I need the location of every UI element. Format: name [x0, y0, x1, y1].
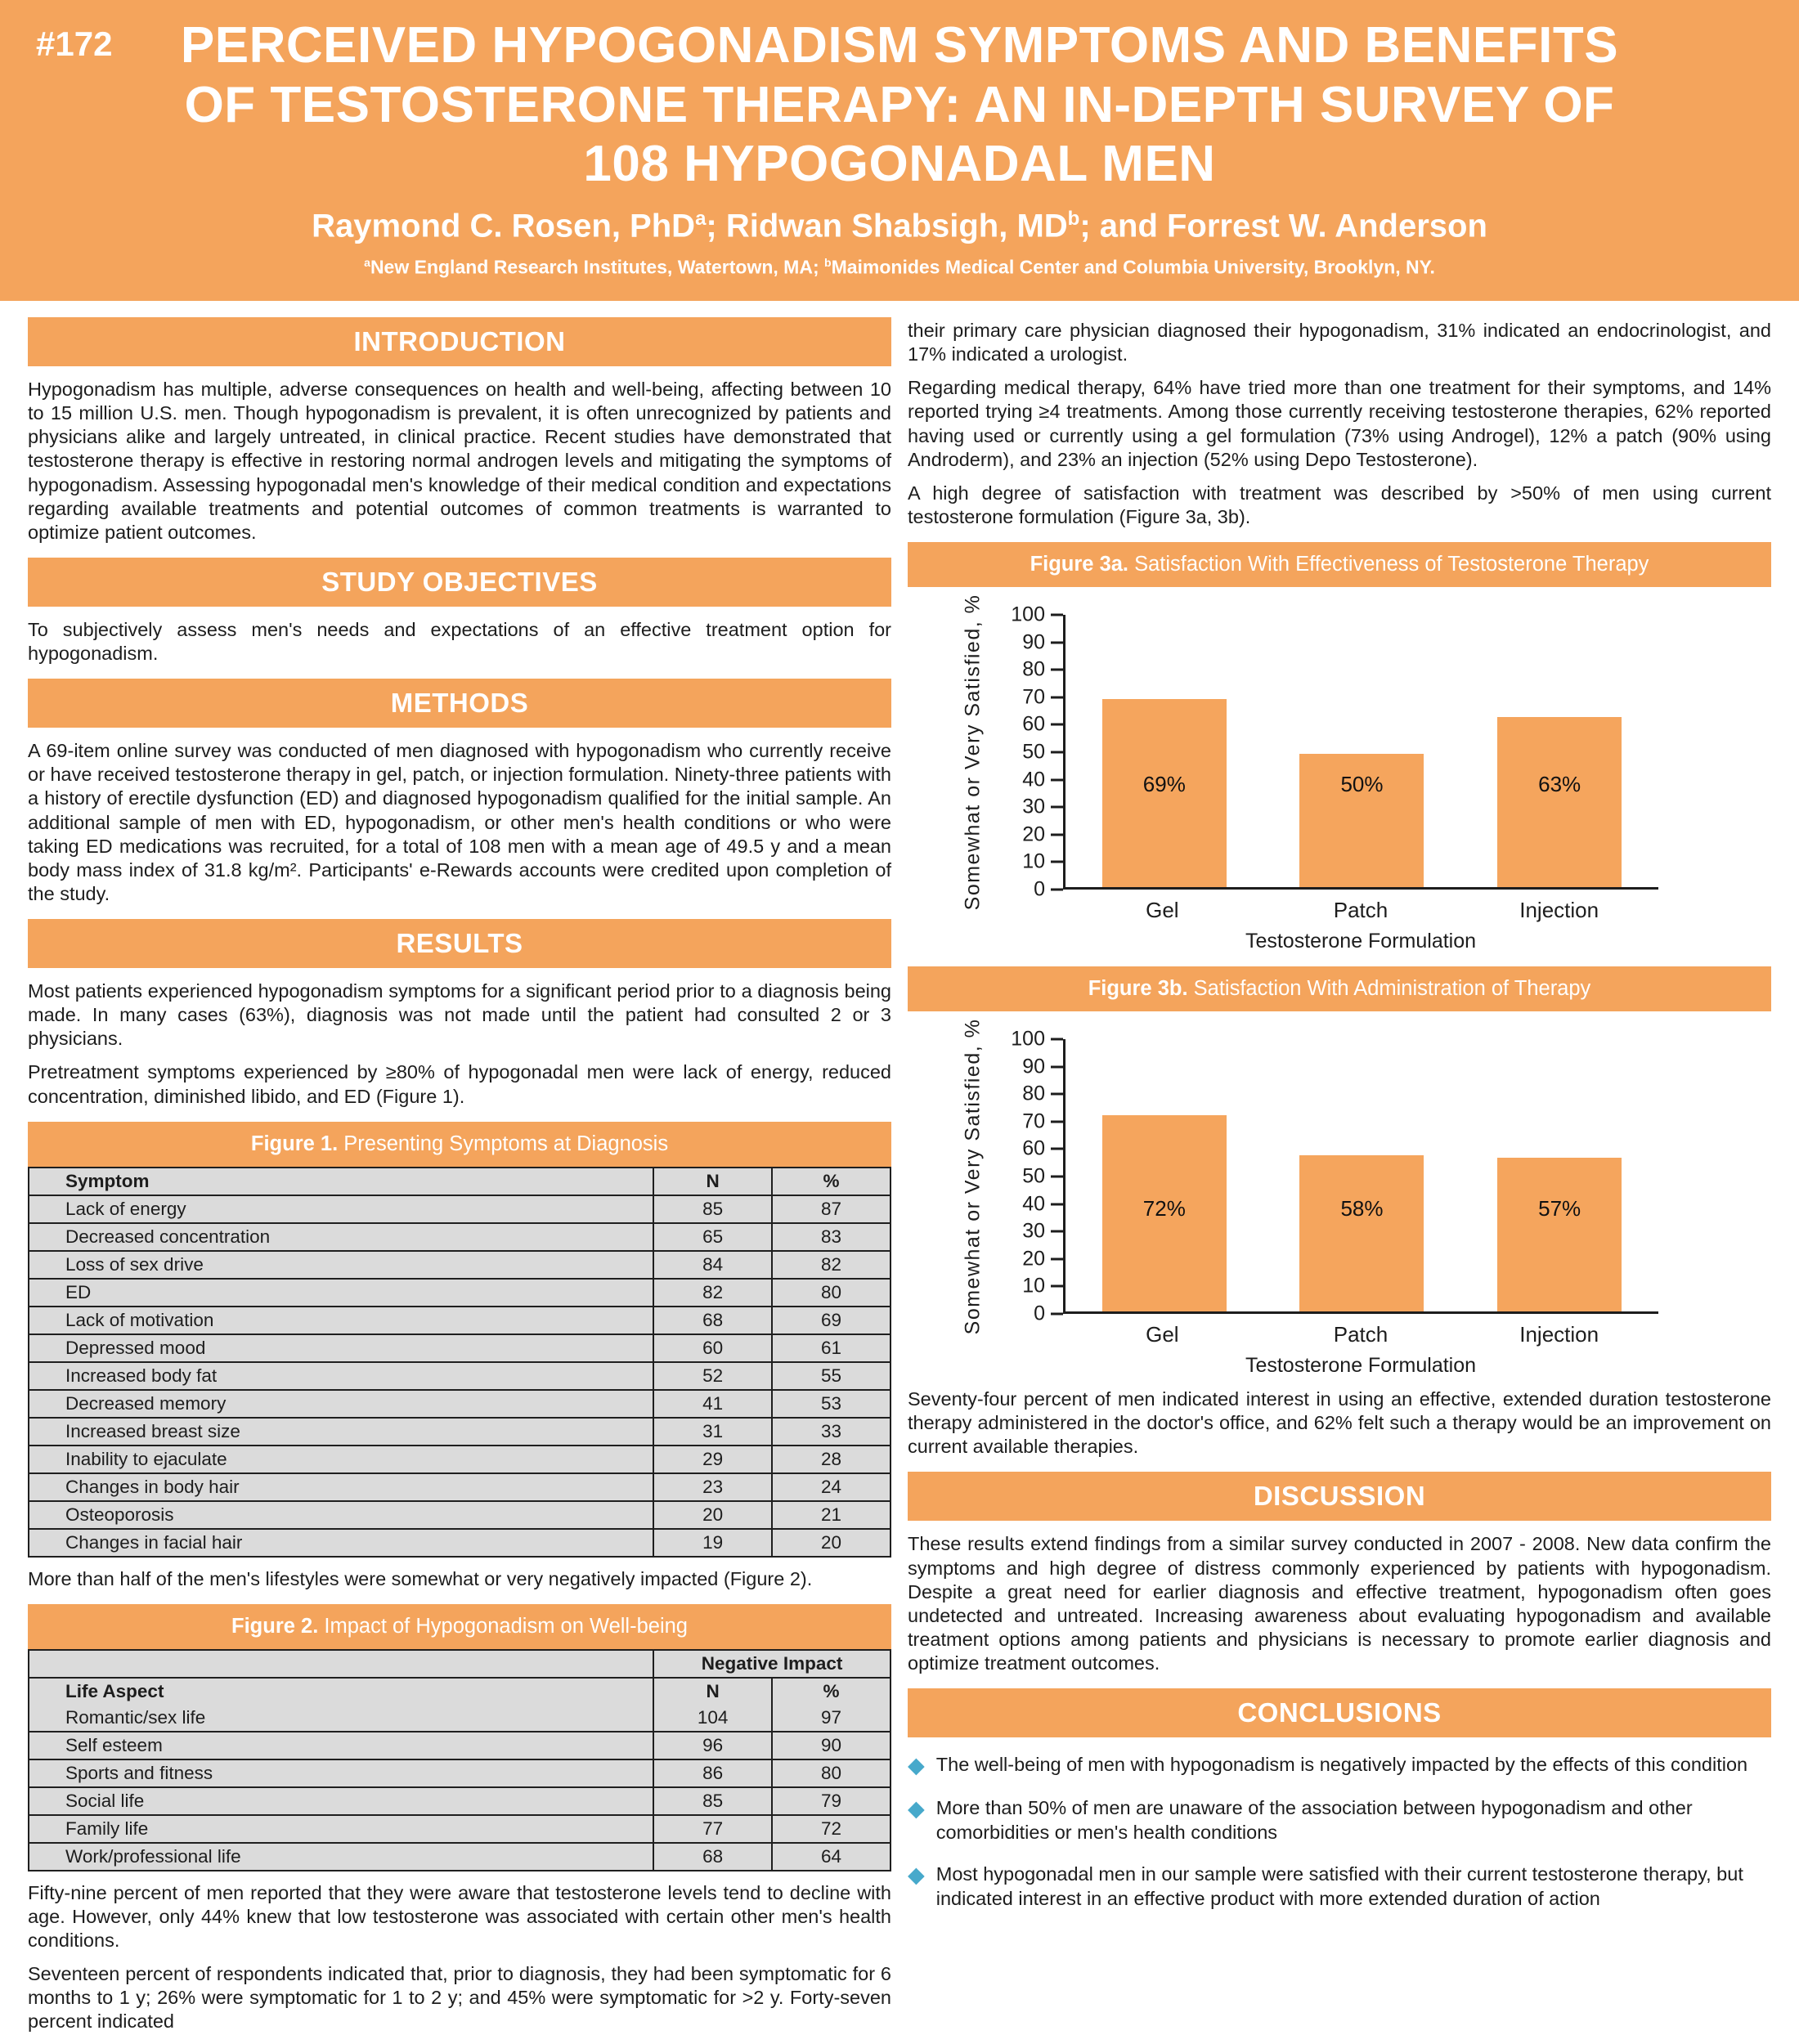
table-header-cell: N: [653, 1678, 772, 1705]
figure2-title-label: Figure 2.: [231, 1614, 319, 1638]
section-heading-results: RESULTS: [28, 919, 891, 968]
authors-line: Raymond C. Rosen, PhD$^a$; Ridwan Shabsigh, $MD^b$; and Forrest W. Anderson: [312, 207, 1487, 244]
table-row: [29, 1334, 891, 1362]
y-tick-mark: [1051, 1285, 1063, 1288]
table-cell: [29, 1650, 653, 1678]
table-cell: Changes in facial hair: [29, 1529, 653, 1557]
y-tick-mark: [1051, 1093, 1063, 1096]
y-tick-label: 0: [1034, 877, 1045, 901]
y-tick-label: 30: [1022, 795, 1045, 818]
table-header-row: [29, 1168, 891, 1195]
bar-slot: [1065, 615, 1263, 887]
poster-body: [0, 301, 1799, 2044]
table-cell: Loss of sex drive: [29, 1251, 653, 1279]
bar-value-label: 58%: [1340, 1196, 1384, 1221]
table-cell: 55: [772, 1362, 891, 1390]
y-tick-label: 70: [1022, 685, 1045, 709]
table-cell: 80: [772, 1759, 891, 1787]
y-axis-tick: [1022, 850, 1063, 874]
figure3a-x-axis-title: Testosterone Formulation: [1245, 930, 1477, 953]
column-left: [28, 314, 891, 2044]
y-tick-label: 40: [1022, 768, 1045, 791]
after-figure1-paragraph: More than half of the men's lifestyles were somewhat or very negatively impacted (Figure 2).: [28, 1567, 813, 1589]
section-heading-discussion: DISCUSSION: [908, 1472, 1771, 1521]
after-figure2-paragraph-1: Fifty-nine percent of men reported that they were aware that testosterone levels tend to decline with age. However, only 44% knew that low testosterone was associated with certain other men's health conditions.: [28, 1881, 891, 1951]
table-header-cell: Symptom: [29, 1168, 653, 1195]
table-cell: 64: [772, 1843, 891, 1871]
table-cell: 31: [653, 1418, 772, 1446]
table-cell: Decreased concentration: [29, 1223, 653, 1251]
bar-slot: [1065, 1039, 1263, 1311]
table-row: [29, 1843, 891, 1871]
table-cell: Changes in body hair: [29, 1473, 653, 1501]
poster-title-line-3: 108 HYPOGONADAL MEN: [583, 136, 1216, 193]
figure1-title-bar: [28, 1122, 891, 1167]
y-axis-tick: [1022, 658, 1063, 682]
table-cell: 79: [772, 1787, 891, 1815]
y-tick-mark: [1051, 861, 1063, 863]
x-tick-label: Patch: [1333, 898, 1389, 922]
bar-slot: [1263, 615, 1461, 887]
table-cell: Increased body fat: [29, 1362, 653, 1390]
diamond-bullet-icon: ◆: [908, 1795, 925, 1821]
table-cell: 28: [772, 1446, 891, 1473]
y-axis-tick: [1022, 630, 1063, 654]
y-axis-tick: [1022, 713, 1063, 737]
table-row: [29, 1732, 891, 1759]
table-cell: Osteoporosis: [29, 1501, 653, 1529]
bar-value-label: 57%: [1538, 1196, 1581, 1221]
y-tick-mark: [1051, 1257, 1063, 1260]
table-cell: 84: [653, 1251, 772, 1279]
table-cell: 20: [653, 1501, 772, 1529]
y-tick-mark: [1051, 614, 1063, 616]
figure3a-title-text: Satisfaction With Effectiveness of Testosterone Therapy: [1128, 553, 1649, 576]
y-tick-label: 40: [1022, 1192, 1045, 1216]
table-cell: 29: [653, 1446, 772, 1473]
poster-title-line-2: OF TESTOSTERONE THERAPY: AN IN-DEPTH SURVEY OF: [184, 76, 1615, 133]
figure2-title-text: Impact of Hypogonadism on Well-being: [318, 1614, 688, 1638]
study-objectives-paragraph: To subjectively assess men's needs and expectations of an effective treatment option for hypogonadism.: [28, 618, 891, 664]
y-tick-mark: [1051, 778, 1063, 781]
bar-injection: [1497, 717, 1622, 887]
bar-slot: [1460, 615, 1658, 887]
table-cell: 90: [772, 1732, 891, 1759]
table-row: [29, 1446, 891, 1473]
right-paragraph-3: A high degree of satisfaction with treatment was described by >50% of men using current testosterone formulation (Figure 3a, 3b).: [908, 482, 1771, 527]
table-cell: 23: [653, 1473, 772, 1501]
figure3b-x-tick-labels: [1063, 1322, 1658, 1347]
diamond-bullet-icon: ◆: [908, 1862, 925, 1887]
figure1-title-label: Figure 1.: [250, 1132, 339, 1155]
table-cell: 21: [772, 1501, 891, 1529]
y-axis-tick: [1022, 768, 1063, 791]
figure3b-y-axis-title: Somewhat or Very Satisfied, %: [961, 1018, 985, 1335]
x-tick-label: Patch: [1333, 1322, 1389, 1347]
figure2-title-bar: [28, 1604, 891, 1649]
y-tick-mark: [1051, 1230, 1063, 1233]
y-tick-label: 90: [1022, 1055, 1045, 1078]
figure3b-x-axis-title: Testosterone Formulation: [1245, 1354, 1477, 1377]
methods-paragraph: A 69-item online survey was conducted of men diagnosed with hypogonadism who currently receive or have received testosterone therapy in gel, patch, or injection formulation. Ninety-three patients with a history of erectile dysfunction (ED) and diagnosed hypogonadism qualified for the initial sample. An additional sample of men with ED, hypogonadism, or other men's health conditions or who were taking ED medications was recruited, for a total of 108 men with a mean age of 49.5 y and a mean body mass index of 31.8 kg/m². Participants' e-Rewards accounts were credited upon completion of the study.: [28, 740, 891, 904]
table-cell: Sports and fitness: [29, 1759, 653, 1787]
affiliations-line: $^a$New England Research Institutes, Watertown, MA; $^b$Maimonides Medical Center and Columbia University, Brooklyn, NY.: [364, 255, 1435, 278]
table-row: [29, 1759, 891, 1787]
y-tick-label: 60: [1022, 1136, 1045, 1160]
x-tick-label: Gel: [1146, 1322, 1179, 1347]
y-axis-tick: [1022, 823, 1063, 846]
y-tick-mark: [1051, 1065, 1063, 1068]
table-header-cell: Life Aspect: [29, 1678, 653, 1705]
y-tick-mark: [1051, 696, 1063, 698]
y-tick-label: 100: [1011, 603, 1045, 626]
y-axis-tick: [1022, 1192, 1063, 1216]
bar-injection: [1497, 1158, 1622, 1311]
y-axis-tick: [1022, 1247, 1063, 1271]
bar-slot: [1263, 1039, 1461, 1311]
table-row: [29, 1529, 891, 1557]
y-tick-label: 20: [1022, 823, 1045, 846]
table-row: [29, 1705, 891, 1732]
figure3a-chart: [908, 542, 1771, 953]
figure3a-x-tick-labels: [1063, 898, 1658, 923]
table-cell: 82: [653, 1279, 772, 1307]
y-tick-label: 10: [1022, 849, 1045, 873]
table-row: [29, 1362, 891, 1390]
table-cell: 72: [772, 1815, 891, 1843]
figure3b-title-bar: [908, 966, 1771, 1011]
right-paragraph-2: Regarding medical therapy, 64% have tried more than one treatment for their symptoms, and 14% reported trying ≥4 treatments. Among those currently receiving testosterone therapies, 62% reported having used or currently using a gel formulation (73% using Androgel), 12% a patch (90% using Androderm), and 23% an injection (52% using Depo Testosterone).: [908, 377, 1771, 470]
y-tick-mark: [1051, 1120, 1063, 1123]
table-cell: 68: [653, 1307, 772, 1334]
figure3a-y-axis-title: Somewhat or Very Satisfied, %: [961, 594, 985, 911]
table-row: [29, 1787, 891, 1815]
diamond-bullet-icon: ◆: [908, 1753, 925, 1778]
table-row: [29, 1307, 891, 1334]
y-tick-mark: [1051, 1176, 1063, 1178]
conclusion-item: [908, 1862, 1771, 1912]
bar-patch: [1299, 1155, 1424, 1311]
y-axis-tick: [1022, 1220, 1063, 1244]
table-cell: 41: [653, 1390, 772, 1418]
y-tick-mark: [1051, 641, 1063, 643]
y-tick-mark: [1051, 724, 1063, 726]
table-cell: Inability to ejaculate: [29, 1446, 653, 1473]
table-cell: 82: [772, 1251, 891, 1279]
y-axis-tick: [1022, 741, 1063, 764]
figure2-table: [28, 1649, 891, 1871]
table-cell: 85: [653, 1195, 772, 1223]
poster-title: [0, 0, 1799, 195]
y-axis-tick: [1022, 1137, 1063, 1161]
table-cell: Depressed mood: [29, 1334, 653, 1362]
table-row: [29, 1223, 891, 1251]
table-cell: 104: [653, 1705, 772, 1732]
y-axis-tick: [1034, 878, 1063, 902]
y-tick-label: 60: [1022, 712, 1045, 736]
y-axis-tick: [1022, 1055, 1063, 1078]
table-row: [29, 1501, 891, 1529]
figure3a-bars: [1063, 615, 1658, 890]
table-cell: Work/professional life: [29, 1843, 653, 1871]
table-row: [29, 1195, 891, 1223]
table-cell: 19: [653, 1529, 772, 1557]
y-tick-mark: [1051, 1313, 1063, 1316]
poster-number: #172: [36, 25, 113, 63]
section-heading-methods: METHODS: [28, 679, 891, 728]
table-cell: 69: [772, 1307, 891, 1334]
y-tick-mark: [1051, 669, 1063, 671]
table-row: [29, 1418, 891, 1446]
figure3b-title-label: Figure 3b.: [1088, 977, 1188, 1000]
y-axis-tick: [1022, 796, 1063, 819]
table-cell: 85: [653, 1787, 772, 1815]
y-tick-label: 20: [1022, 1247, 1045, 1271]
table-group-header-row: [29, 1650, 891, 1678]
figure3b-y-axis: [993, 1027, 1063, 1325]
y-axis-tick: [1011, 1028, 1063, 1051]
section-heading-introduction: INTRODUCTION: [28, 317, 891, 366]
table-cell: 96: [653, 1732, 772, 1759]
figure1-title-text: Presenting Symptoms at Diagnosis: [338, 1132, 669, 1155]
table-row: [29, 1815, 891, 1843]
table-cell: 80: [772, 1279, 891, 1307]
table-cell: Lack of motivation: [29, 1307, 653, 1334]
table-cell: 52: [653, 1362, 772, 1390]
table-header-cell: N: [653, 1168, 772, 1195]
table-cell: Lack of energy: [29, 1195, 653, 1223]
y-tick-mark: [1051, 751, 1063, 754]
bar-value-label: 72%: [1142, 1196, 1186, 1221]
right-paragraph-1: their primary care physician diagnosed their hypogonadism, 31% indicated an endocrinologist, and 17% indicated a urologist.: [908, 320, 1771, 365]
y-tick-label: 50: [1022, 1164, 1045, 1188]
table-cell: 97: [772, 1705, 891, 1732]
after-figure2-paragraph-2: Seventeen percent of respondents indicated that, prior to diagnosis, they had been symptomatic for 6 months to 1 y; 26% were symptomatic for 1 to 2 y; and 45% were symptomatic for >2 y. Forty-seven percent indicated: [28, 1963, 891, 2033]
table-cell: 20: [772, 1529, 891, 1557]
bar-value-label: 69%: [1142, 772, 1186, 797]
x-tick-label: Injection: [1519, 898, 1599, 922]
table-cell: 33: [772, 1418, 891, 1446]
figure3b-bars: [1063, 1039, 1658, 1314]
table-group-header-cell: Negative Impact: [653, 1650, 891, 1678]
table-row: [29, 1390, 891, 1418]
table-cell: 60: [653, 1334, 772, 1362]
x-tick-label: Gel: [1146, 898, 1179, 922]
x-tick-label: Injection: [1519, 1322, 1599, 1347]
y-axis-tick: [1022, 1165, 1063, 1189]
bar-value-label: 50%: [1340, 772, 1384, 797]
y-tick-label: 90: [1022, 630, 1045, 654]
figure3a-y-axis: [993, 603, 1063, 901]
y-axis-tick: [1034, 1302, 1063, 1326]
figure3a-title-bar: [908, 542, 1771, 587]
table-header-row: [29, 1678, 891, 1705]
conclusions-list: [908, 1752, 1771, 1912]
conclusion-text: More than 50% of men are unaware of the association between hypogonadism and other comorbidities or men's health conditions: [935, 1796, 1693, 1844]
y-tick-label: 0: [1034, 1302, 1045, 1325]
table-header-cell: %: [772, 1168, 891, 1195]
y-tick-mark: [1051, 1148, 1063, 1150]
bar-slot: [1460, 1039, 1658, 1311]
after-figure3b-paragraph: Seventy-four percent of men indicated interest in using an effective, extended duration testosterone therapy administered in the doctor's office, and 62% felt such a therapy would be an improvement on current available therapies.: [908, 1388, 1771, 1458]
y-axis-tick: [1022, 685, 1063, 709]
table-cell: 24: [772, 1473, 891, 1501]
table-cell: 86: [653, 1759, 772, 1787]
table-cell: 65: [653, 1223, 772, 1251]
y-tick-label: 50: [1022, 740, 1045, 764]
table-cell: Social life: [29, 1787, 653, 1815]
table-row: [29, 1251, 891, 1279]
table-row: [29, 1473, 891, 1501]
table-cell: 87: [772, 1195, 891, 1223]
conclusion-item: [908, 1752, 1771, 1778]
figure1-table: [28, 1167, 891, 1558]
y-tick-label: 10: [1022, 1274, 1045, 1298]
figure3a-title-label: Figure 3a.: [1030, 553, 1129, 576]
table-cell: 61: [772, 1334, 891, 1362]
y-tick-label: 30: [1022, 1219, 1045, 1243]
table-cell: ED: [29, 1279, 653, 1307]
y-tick-mark: [1051, 889, 1063, 891]
poster-title-line-1: PERCEIVED HYPOGONADISM SYMPTOMS AND BENEFITS: [180, 17, 1619, 74]
y-tick-label: 80: [1022, 1082, 1045, 1105]
figure3b-chart: [908, 966, 1771, 1378]
introduction-paragraph: Hypogonadism has multiple, adverse consequences on health and well-being, affecting between 10 to 15 million U.S. men. Though hypogonadism is prevalent, it is often unrecognized by patients and physicians alike and largely untreated, in clinical practice. Recent studies have demonstrated that testosterone therapy is effective in restoring normal androgen levels and mitigating the symptoms of hypogonadism. Assessing hypogonadal men's knowledge of their medical condition and expectations regarding available treatments and potential outcomes of common treatments is warranted to optimize patient outcomes.: [28, 379, 891, 543]
conclusion-text: The well-being of men with hypogonadism is negatively impacted by the effects of this condition: [935, 1754, 1748, 1776]
section-heading-conclusions: CONCLUSIONS: [908, 1688, 1771, 1737]
y-axis-tick: [1022, 1083, 1063, 1106]
discussion-paragraph: These results extend findings from a similar survey conducted in 2007 - 2008. New data confirm the symptoms and high degree of distress commonly experienced by patients with hypogonadism. Despite a great need for earlier diagnosis and effective treatment, hypogonadism often goes undetected and untreated. Increasing awareness about evaluating hypogonadism and available treatment options among patients and physicians is necessary to promote earlier diagnosis and optimize treatment outcomes.: [908, 1533, 1771, 1674]
table-cell: Decreased memory: [29, 1390, 653, 1418]
poster-header: [0, 0, 1799, 301]
results-paragraph-1: Most patients experienced hypogonadism symptoms for a significant period prior to a diagnosis being made. In many cases (63%), diagnosis was not made until the patient had consulted 2 or 3 physicians.: [28, 980, 891, 1050]
y-tick-label: 80: [1022, 657, 1045, 681]
y-axis-tick: [1022, 1275, 1063, 1298]
results-paragraph-2: Pretreatment symptoms experienced by ≥80% of hypogonadal men were lack of energy, reduced concentration, diminished libido, and ED (Figure 1).: [28, 1061, 891, 1107]
section-heading-study-objectives: STUDY OBJECTIVES: [28, 558, 891, 607]
table-cell: 53: [772, 1390, 891, 1418]
y-tick-label: 70: [1022, 1109, 1045, 1133]
bar-value-label: 63%: [1538, 772, 1581, 797]
table-cell: Increased breast size: [29, 1418, 653, 1446]
table-cell: 83: [772, 1223, 891, 1251]
y-tick-mark: [1051, 1038, 1063, 1041]
figure3b-title-text: Satisfaction With Administration of Therapy: [1187, 977, 1591, 1000]
column-right: [908, 314, 1771, 2044]
table-cell: 68: [653, 1843, 772, 1871]
table-cell: 77: [653, 1815, 772, 1843]
table-cell: Romantic/sex life: [29, 1705, 653, 1732]
y-axis-tick: [1011, 603, 1063, 627]
conclusion-item: [908, 1795, 1771, 1845]
y-axis-tick: [1022, 1109, 1063, 1133]
table-cell: Self esteem: [29, 1732, 653, 1759]
table-header-cell: %: [772, 1678, 891, 1705]
y-tick-label: 100: [1011, 1027, 1045, 1051]
conclusion-text: Most hypogonadal men in our sample were satisfied with their current testosterone therapy, but indicated interest in an effective product with more extended duration of action: [935, 1862, 1743, 1910]
table-cell: Family life: [29, 1815, 653, 1843]
y-tick-mark: [1051, 833, 1063, 836]
table-row: [29, 1279, 891, 1307]
y-tick-mark: [1051, 806, 1063, 809]
y-tick-mark: [1051, 1203, 1063, 1205]
